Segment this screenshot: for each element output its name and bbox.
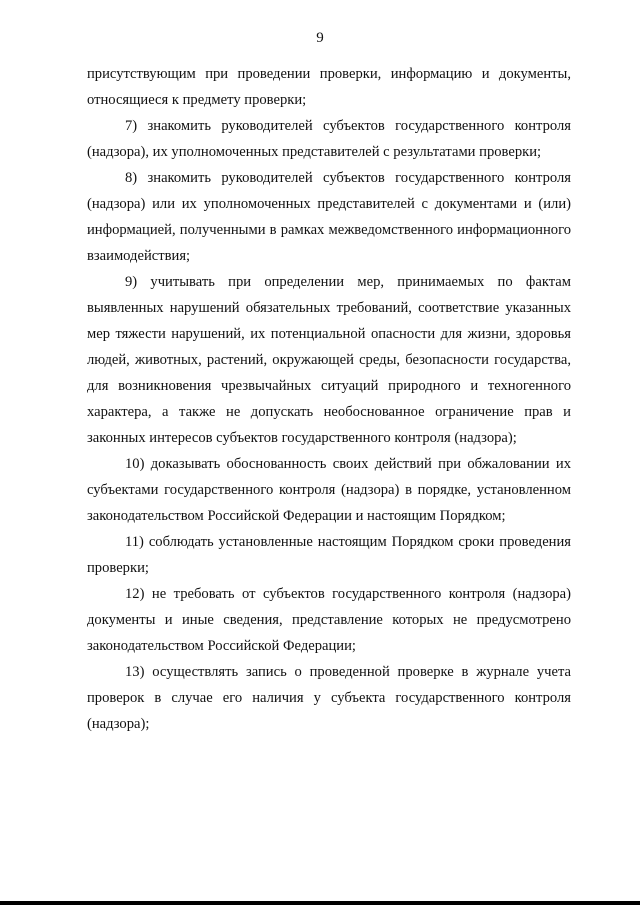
list-item-9: 9) учитывать при определении мер, принимаемых по фактам выявленных нарушений обязательных требований, соответствие указанных мер тяжести нарушений, их потенциальной опасности для жизни, здоровья людей, животных, растений, окружающей среды, безопасности государства, для возникновения чрезвычайных ситуаций природного и техногенного характера, а также не допускать необоснованное ограничение прав и законных интересов субъектов государственного контроля (надзора); bbox=[87, 274, 571, 446]
document-body bbox=[87, 61, 571, 737]
page-bottom-edge bbox=[0, 901, 640, 905]
list-item-7: 7) знакомить руководителей субъектов государственного контроля (надзора), их уполномоченных представителей с результатами проверки; bbox=[87, 118, 571, 160]
list-item-12: 12) не требовать от субъектов государственного контроля (надзора) документы и иные сведения, представление которых не предусмотрено законодательством Российской Федерации; bbox=[87, 586, 571, 654]
list-item-10: 10) доказывать обоснованность своих действий при обжаловании их субъектами государственного контроля (надзора) в порядке, установленном законодательством Российской Федерации и настоящим Порядком; bbox=[87, 456, 571, 524]
paragraph-continuation: присутствующим при проведении проверки, информацию и документы, относящиеся к предмету проверки; bbox=[87, 66, 571, 108]
list-item-8: 8) знакомить руководителей субъектов государственного контроля (надзора) или их уполномоченных представителей с документами и (или) информацией, полученными в рамках межведомственного информационного взаимодействия; bbox=[87, 170, 571, 264]
list-item-11: 11) соблюдать установленные настоящим Порядком сроки проведения проверки; bbox=[87, 534, 571, 576]
page-number: 9 bbox=[316, 30, 324, 46]
list-item-13: 13) осуществлять запись о проведенной проверке в журнале учета проверок в случае его наличия у субъекта государственного контроля (надзора); bbox=[87, 664, 571, 732]
